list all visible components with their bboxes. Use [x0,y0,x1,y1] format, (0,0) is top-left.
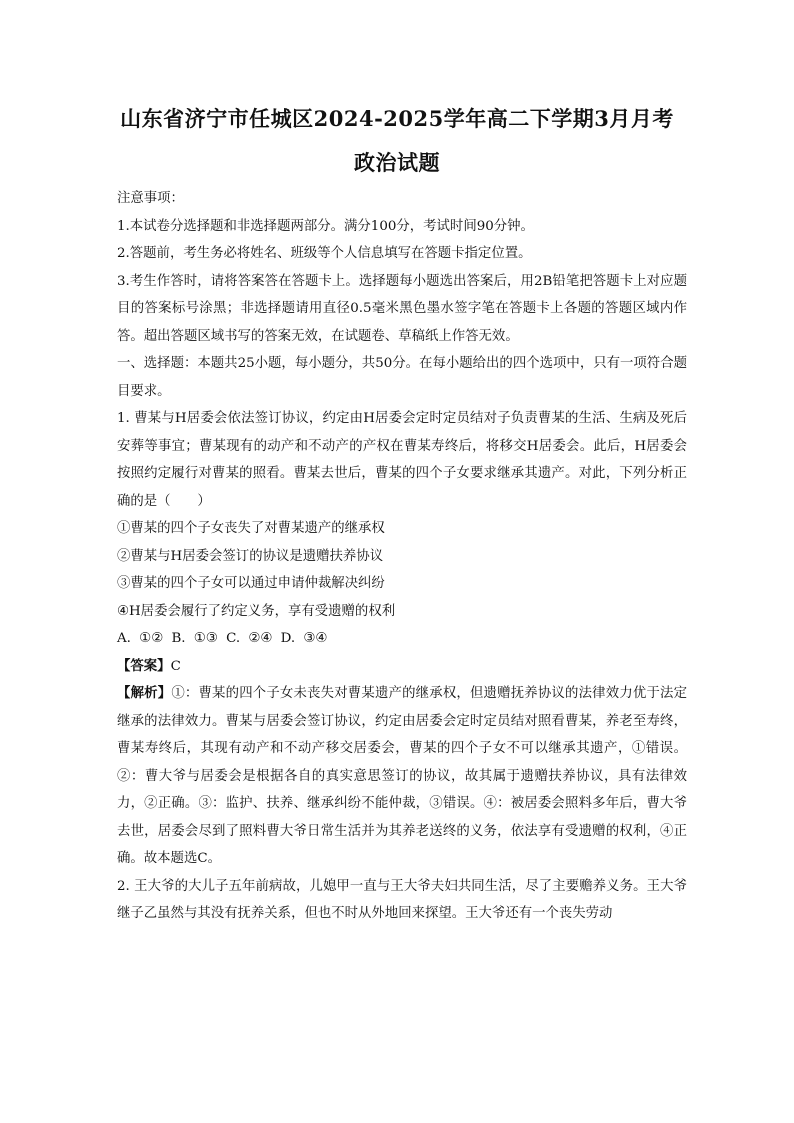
notice-item: 2.答题前，考生务必将姓名、班级等个人信息填写在答题卡指定位置。 [117,246,532,261]
analysis-label: 【解析】 [117,685,172,701]
question-stem: 2. 王大爷的大儿子五年前病故，儿媳甲一直与王大爷夫妇共同生活，尽了主要赡养义务。王大爷继子乙虽然与其没有抚养关系，但也不时从外地回来探望。王大爷还有一个丧失劳动 [117,878,687,921]
answer-line [117,653,687,681]
exam-subject: 政治试题 [354,150,440,175]
question-options: A. ①② B. ①③ C. ②④ D. ③④ [117,631,328,646]
exam-title: 山东省济宁市任城区2024-2025学年高二下学期3月月考 [120,106,674,131]
question-statement: ③曹某的四个子女可以通过申请仲裁解决纠纷 [117,576,385,591]
notice-item: 1.本试卷分选择题和非选择题两部分。满分100分，考试时间90分钟。 [117,218,534,234]
notice-heading: 注意事项： [117,191,184,206]
exam-body [117,185,687,928]
question-statement: ①曹某的四个子女丧失了对曹某遗产的继承权 [117,521,385,536]
question-statement: ②曹某与H居委会签订的协议是遗赠扶养协议 [117,548,384,564]
answer-value: C [170,658,181,674]
section-intro: 一、选择题：本题共25小题，每小题分，共50分。在每小题给出的四个选项中，只有一项符合题目要求。 [117,356,687,399]
analysis-text: ①：曹某的四个子女未丧失对曹某遗产的继承权，但遗赠抚养协议的法律效力优于法定继承的法律效力。曹某与居委会签订协议，约定由居委会定时定员结对照看曹某，养老至寿终，曹某寿终后，其现有动产和不动产移交居委会，曹某的四个子女不可以继承其遗产，①错误。②：曹大爷与居委会是根据各自的真实意思签订的协议，故其属于遗赠扶养协议，具有法律效力，②正确。③：监护、扶养、继承纠纷不能仲裁，③错误。④：被居委会照料多年后，曹大爷去世，居委会尽到了照料曹大爷日常生活并为其养老送终的义务，依法享有受遗赠的权利，④正确。故本题选C。 [117,686,688,866]
notice-item: 3.考生作答时，请将答案答在答题卡上。选择题每小题选出答案后，用2B铅笔把答题卡上对应题目的答案标号涂黑；非选择题请用直径0.5毫米黑色墨水签字笔在答题卡上各题的答题区域内作答。超出答题区域书写的答案无效，在试题卷、草稿纸上作答无效。 [117,273,687,344]
question-statement: ④H居委会履行了约定义务，享有受遗赠的权利 [117,603,396,619]
analysis-paragraph [117,680,687,873]
question-stem: 1. 曹某与H居委会依法签订协议，约定由H居委会定时定员结对子负责曹某的生活、生病及死后安葬等事宜；曹某现有的动产和不动产的产权在曹某寿终后，将移交H居委会。此后，H居委会按照约定履行对曹某的照看。曹某去世后，曹某的四个子女要求继承其遗产。对此，下列分析正确的是（ ） [117,411,687,509]
answer-label: 【答案】 [117,657,171,674]
